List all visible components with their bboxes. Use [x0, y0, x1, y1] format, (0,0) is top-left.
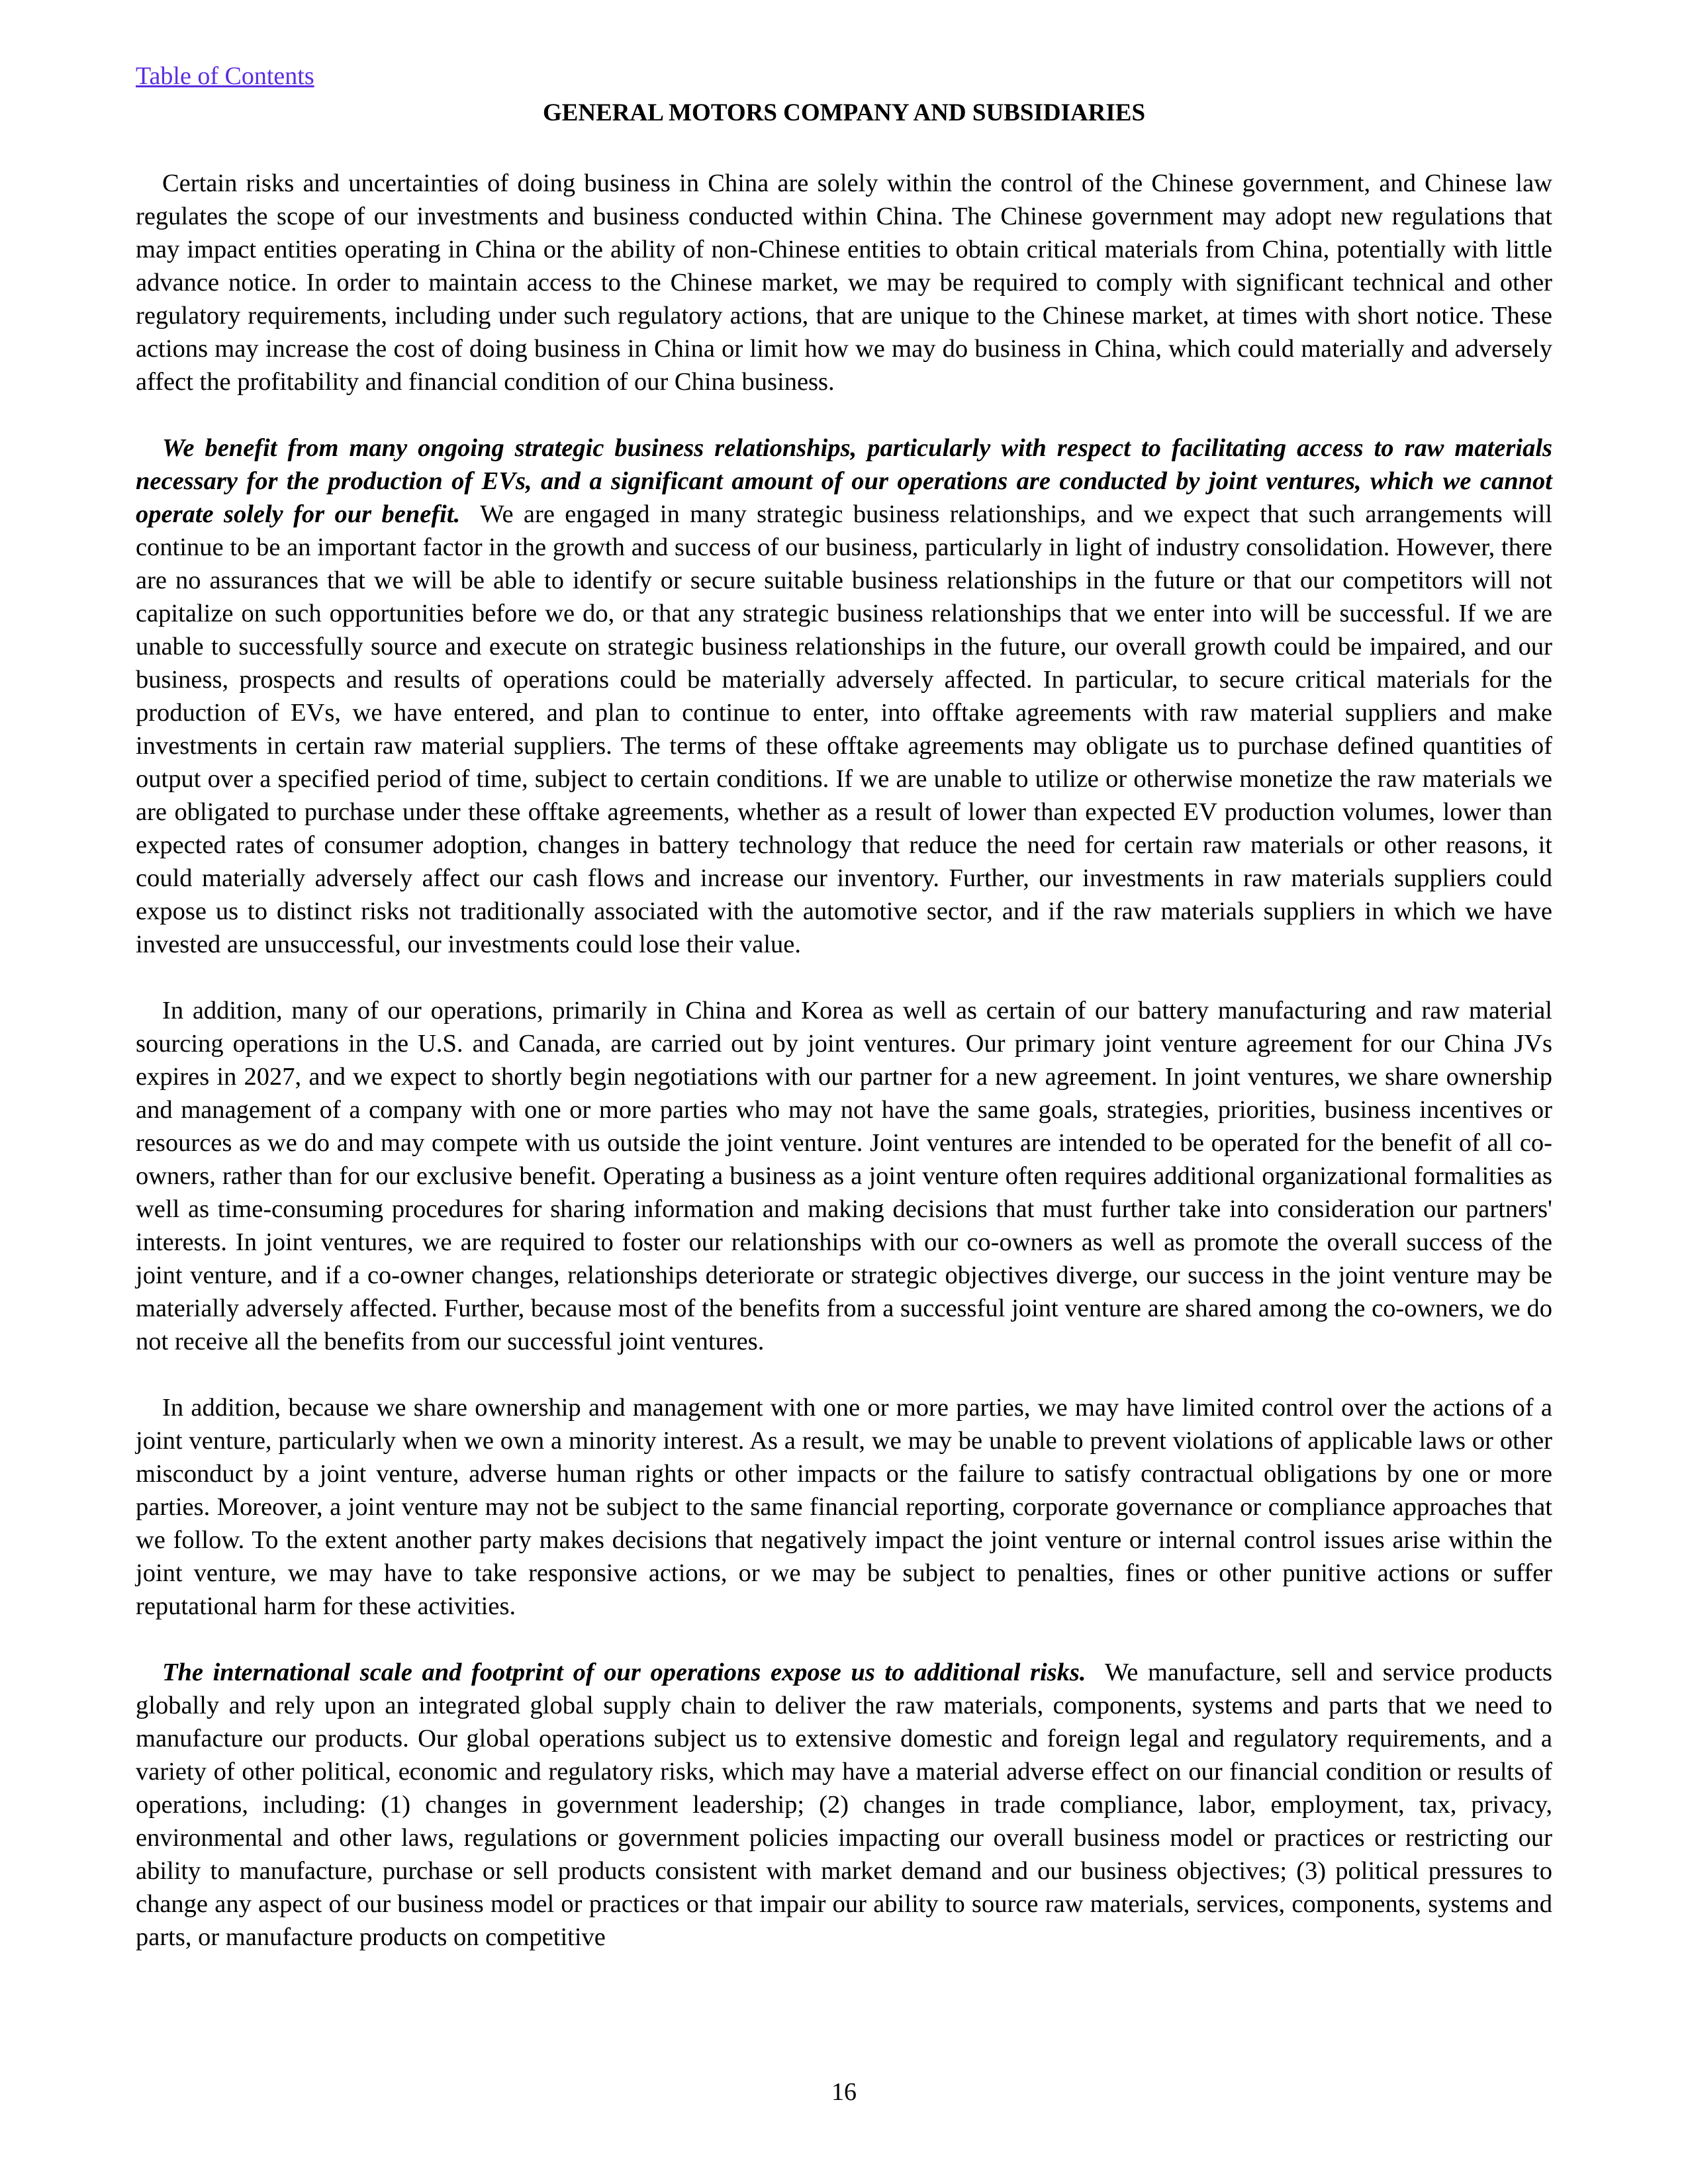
- page-number: 16: [831, 2078, 857, 2106]
- paragraph-text: In addition, many of our operations, primarily in China and Korea as well as certain of our battery manufacturing and raw material sourcing operations in the U.S. and Canada, are carried out by joint ventures. Our primary joint venture agreement for our China JVs expires in 2027, and we expect to shortly begin negotiations with our partner for a new agreement. In joint ventures, we share ownership and management of a company with one or more parties who may not have the same goals, strategies, priorities, business incentives or resources as we do and may compete with us outside the joint venture. Joint ventures are intended to be operated for the benefit of all co-owners, rather than for our exclusive benefit. Operating a business as a joint venture often requires additional organizational formalities as well as time-consuming procedures for sharing information and making decisions that must further take into consideration our partners' interests. In joint ventures, we are required to foster our relationships with our co-owners as well as promote the overall success of the joint venture, and if a co-owner changes, relationships deteriorate or strategic objectives diverge, our success in the joint venture may be materially adversely affected. Further, because most of the benefits from a successful joint venture are shared among the co-owners, we do not receive all the benefits from our successful joint ventures.: [136, 997, 1552, 1355]
- paragraph-text: In addition, because we share ownership and management with one or more parties, we may have limited control over the actions of a joint venture, particularly when we own a minority interest. As a result, we may be unable to prevent violations of applicable laws or other misconduct by a joint venture, adverse human rights or other impacts or the failure to satisfy contractual obligations by one or more parties. Moreover, a joint venture may not be subject to the same financial reporting, corporate governance or compliance approaches that we follow. To the extent another party makes decisions that negatively impact the joint venture or internal control issues arise within the joint venture, we may have to take responsive actions, or we may be subject to penalties, fines or other punitive actions or suffer reputational harm for these activities.: [136, 1394, 1552, 1620]
- paragraph-text: We manufacture, sell and service products globally and rely upon an integrated global supply chain to deliver the raw materials, components, systems and parts that we need to manufacture our products. Our global operations subject us to extensive domestic and foreign legal and regulatory requirements, and a variety of other political, economic and regulatory risks, which may have a material adverse effect on our financial condition or results of operations, including: (1) changes in government leadership; (2) changes in trade compliance, labor, employment, tax, privacy, environmental and other laws, regulations or government policies impacting our overall business model or practices or restricting our ability to manufacture, purchase or sell products consistent with market demand and our business objectives; (3) political pressures to change any aspect of our business model or practices or that impair our ability to source raw materials, services, components, systems and parts, or manufacture products on competitive: [136, 1659, 1553, 1951]
- paragraph-international-risks: [136, 1656, 1552, 1954]
- paragraph-strategic-relationships: [136, 432, 1552, 961]
- paragraph-joint-venture-control: [136, 1391, 1552, 1623]
- paragraph-joint-ventures: [136, 994, 1552, 1358]
- table-of-contents-link[interactable]: Table of Contents: [136, 62, 314, 90]
- company-header: GENERAL MOTORS COMPANY AND SUBSIDIARIES: [542, 99, 1146, 126]
- paragraph-text: We are engaged in many strategic business relationships, and we expect that such arrangements will continue to be an important factor in the growth and success of our business, particularly in light of industry consolidation. However, there are no assurances that we will be able to identify or secure suitable business relationships in the future or that our competitors will not capitalize on such opportunities before we do, or that any strategic business relationships that we enter into will be successful. If we are unable to successfully source and execute on strategic business relationships in the future, our overall growth could be impaired, and our business, prospects and results of operations could be materially adversely affected. In particular, to secure critical materials for the production of EVs, we have entered, and plan to continue to enter, into offtake agreements with raw material suppliers and make investments in certain raw material suppliers. The terms of these offtake agreements may obligate us to purchase defined quantities of output over a specified period of time, subject to certain conditions. If we are unable to utilize or otherwise monetize the raw materials we are obligated to purchase under these offtake agreements, whether as a result of lower than expected EV production volumes, lower than expected rates of consumer adoption, changes in battery technology that reduce the need for certain raw materials or other reasons, it could materially adversely affect our cash flows and increase our inventory. Further, our investments in raw materials suppliers could expose us to distinct risks not traditionally associated with the automotive sector, and if the raw materials suppliers in which we have invested are unsuccessful, our investments could lose their value.: [136, 500, 1552, 958]
- risk-factors-body: [136, 167, 1552, 1987]
- paragraph-text: Certain risks and uncertainties of doing business in China are solely within the control of the Chinese government, and Chinese law regulates the scope of our investments and business conducted within China. The Chinese government may adopt new regulations that may impact entities operating in China or the ability of non-Chinese entities to obtain critical materials from China, potentially with little advance notice. In order to maintain access to the Chinese market, we may be required to comply with significant technical and other regulatory requirements, including under such regulatory actions, that are unique to the Chinese market, at times with short notice. These actions may increase the cost of doing business in China or limit how we may do business in China, which could materially and adversely affect the profitability and financial condition of our China business.: [136, 169, 1552, 396]
- paragraph-lead-heading: The international scale and footprint of our operations expose us to additional risks.: [162, 1659, 1086, 1686]
- paragraph-china-risks: [136, 167, 1552, 398]
- paragraph-lead-heading: We benefit from many ongoing strategic business relationships, particularly with respect to facilitating access to raw materials necessary for the production of EVs, and a significant amount of our operations are conducted by joint ventures, which we cannot operate solely for our benefit.: [136, 434, 1552, 528]
